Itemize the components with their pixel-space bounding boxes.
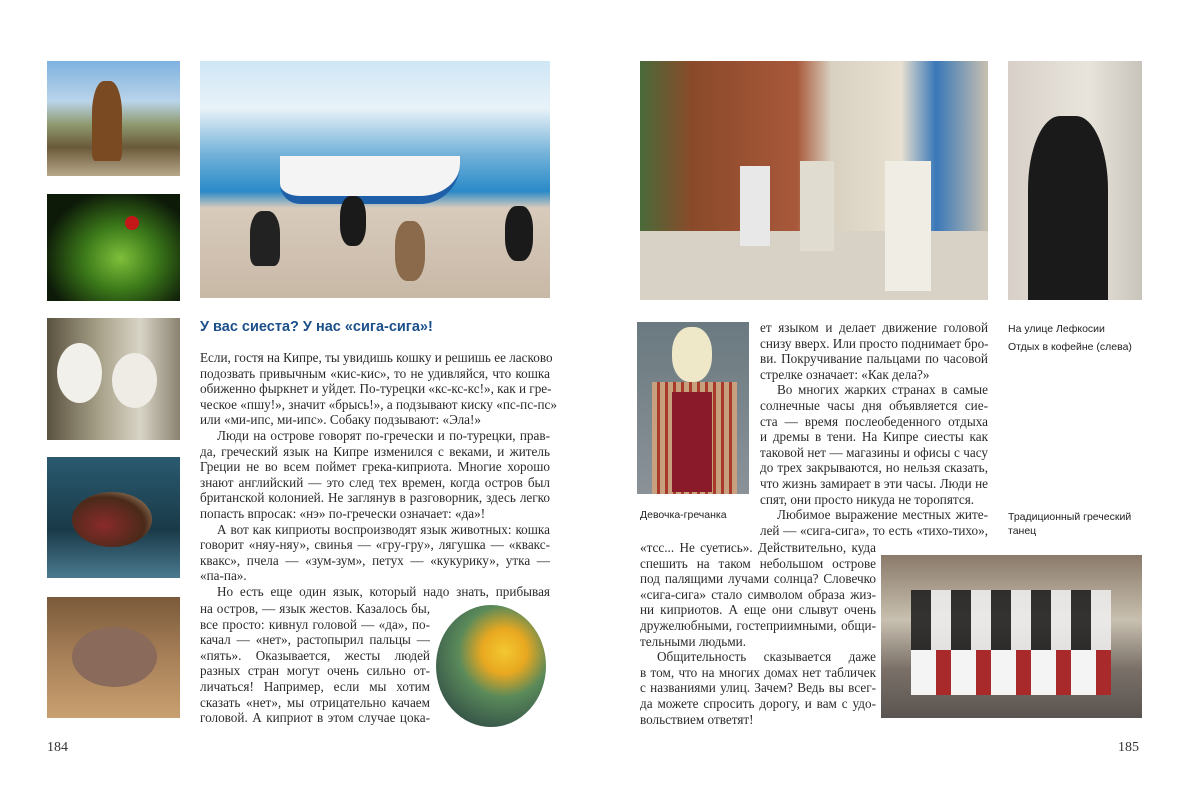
article-heading: У вас сиеста? У нас «сига-сига»! xyxy=(200,319,433,335)
photo-duck xyxy=(47,457,180,578)
text-line: знают английский — это след тех времен, когда остров был xyxy=(200,474,550,490)
text-line: сказать «нет», мы отрицательно качаем xyxy=(200,694,430,710)
text-line: Во многих жарких странах в самые xyxy=(777,382,988,398)
text-line: Любимое выражение местных жите- xyxy=(777,507,988,523)
text-line: ческое «пшу!», значит «брысь!», а подзывают киску «пс-пс-пс» xyxy=(200,396,557,412)
text-line: да, греческий язык на Кипре изменился с веками, и житель xyxy=(200,443,550,459)
right-body-text-full xyxy=(640,540,876,727)
text-line: стрелке означает: «Как дела?» xyxy=(760,366,930,382)
text-line: вольствием ответят! xyxy=(640,711,754,727)
photo-cactus-flower xyxy=(436,605,546,727)
caption-dance-line1: Традиционный греческий xyxy=(1008,511,1132,523)
text-line: говорит «няу-няу», свинья — «гру-гру», лягушка — «квакс- xyxy=(200,537,550,553)
text-line: или «ми-ипс, ми-ипс». Собаку подзывают: «Эла!» xyxy=(200,412,482,428)
caption-greek-girl: Девочка-гречанка xyxy=(640,509,727,521)
text-line: Общительность сказывается даже xyxy=(657,649,876,665)
text-line: и дремы в тени. На Кипре сиесты как xyxy=(760,429,988,445)
text-line: квакс», пчела — «зум-зум», петух — «кукурику», утка — xyxy=(200,552,550,568)
text-line: ни киприотов. А еще они слывут очень xyxy=(640,602,876,618)
text-line: подозвать привычным «кис-кис», то не удивляйся, что кошка xyxy=(200,365,550,381)
text-line: снизу вверх. Или просто поднимает бро- xyxy=(760,335,989,351)
left-body-text-wrapped xyxy=(200,601,430,726)
text-line: на остров, — язык жестов. Казалось бы, xyxy=(200,601,430,616)
text-line: ста — время послеобеденного отдыха xyxy=(760,413,988,429)
text-line: личаться! Например, если мы хотим xyxy=(200,678,430,694)
page-number-left: 184 xyxy=(47,740,68,755)
right-body-text xyxy=(760,320,988,538)
text-line: солнечные часы дня объявляется сие- xyxy=(760,397,988,413)
photo-dog xyxy=(47,61,180,176)
caption-dance-line2: танец xyxy=(1008,525,1037,537)
text-line: да можете спросить дорогу, и вам с удо- xyxy=(640,695,876,711)
text-line: дружелюбными, гостеприимными, общи- xyxy=(640,617,876,633)
text-line: спят, они просто никуда не торопятся. xyxy=(760,491,975,507)
text-line: Но есть еще один язык, который надо знать, прибывая xyxy=(217,583,550,599)
text-line: «пять». Оказывается, жесты людей xyxy=(200,647,430,663)
page-number-right: 185 xyxy=(1118,740,1139,755)
text-line: что жизнь замирает в эти часы. Люди не xyxy=(760,475,988,491)
photo-frog xyxy=(47,194,180,301)
photo-chickens xyxy=(47,318,180,440)
text-line: тельными людьми. xyxy=(640,633,747,649)
photo-greek-girl xyxy=(637,322,749,494)
text-line: британской колонией. Не заглянув в разговорник, здесь легко xyxy=(200,490,550,506)
text-line: Если, гостя на Кипре, ты увидишь кошку и решишь ее ласково xyxy=(200,350,553,365)
text-line: все просто: кивнул головой — «да», по- xyxy=(200,616,430,632)
text-line: головой. А киприот в этом случае цока- xyxy=(200,710,430,726)
text-line: лей — «сига-сига», то есть «тихо-тихо», xyxy=(760,522,988,538)
photo-street-woman xyxy=(1008,61,1142,300)
text-line: обиженно фыркнет и уйдет. По-турецки «кс-кс-кс!», как и гре- xyxy=(200,381,552,397)
photo-coffee-house xyxy=(640,61,988,300)
text-line: разных стран могут очень сильно от- xyxy=(200,663,430,679)
text-line: «па-па». xyxy=(200,568,247,584)
text-line: Греции не во всем поймет грека-киприота. Многие хорошо xyxy=(200,459,550,475)
text-line: «тсс... Не суетись». Действительно, куда xyxy=(640,540,876,555)
text-line: в том, что на многих домах нет табличек xyxy=(640,664,876,680)
text-line: таковой нет — магазины и офисы с часу xyxy=(760,444,988,460)
text-line: ет языком и делает движение головой xyxy=(760,320,988,335)
text-line: А вот как киприоты воспроизводят язык животных: кошка xyxy=(217,521,550,537)
text-line: под палящими лучами солнца? Словечко xyxy=(640,571,876,587)
text-line: «сига-сига» стало символом образа жиз- xyxy=(640,586,876,602)
text-line: попасть впросак: «нэ» по-гречески означает: «да»! xyxy=(200,505,486,521)
text-line: до трех закрываются, но нельзя сказать, xyxy=(760,460,988,476)
text-line: спешить на таком небольшом острове xyxy=(640,555,876,571)
photo-pig xyxy=(47,597,180,718)
caption-dance xyxy=(1008,510,1131,538)
caption-coffee-house: Отдых в кофейне (слева) xyxy=(1008,341,1132,353)
left-body-text xyxy=(200,350,557,600)
photo-greek-dance xyxy=(881,555,1142,718)
text-line: с названиями улиц. Зачем? Ведь вы всег- xyxy=(640,680,876,696)
text-line: качал — «нет», растопырил пальцы — xyxy=(200,632,430,648)
text-line: Люди на острове говорят по-гречески и по-турецки, прав- xyxy=(217,427,550,443)
photo-cats-harbor xyxy=(200,61,550,298)
caption-street: На улице Лефкосии xyxy=(1008,323,1105,335)
text-line: ви. Покручивание пальцами по часовой xyxy=(760,351,988,367)
